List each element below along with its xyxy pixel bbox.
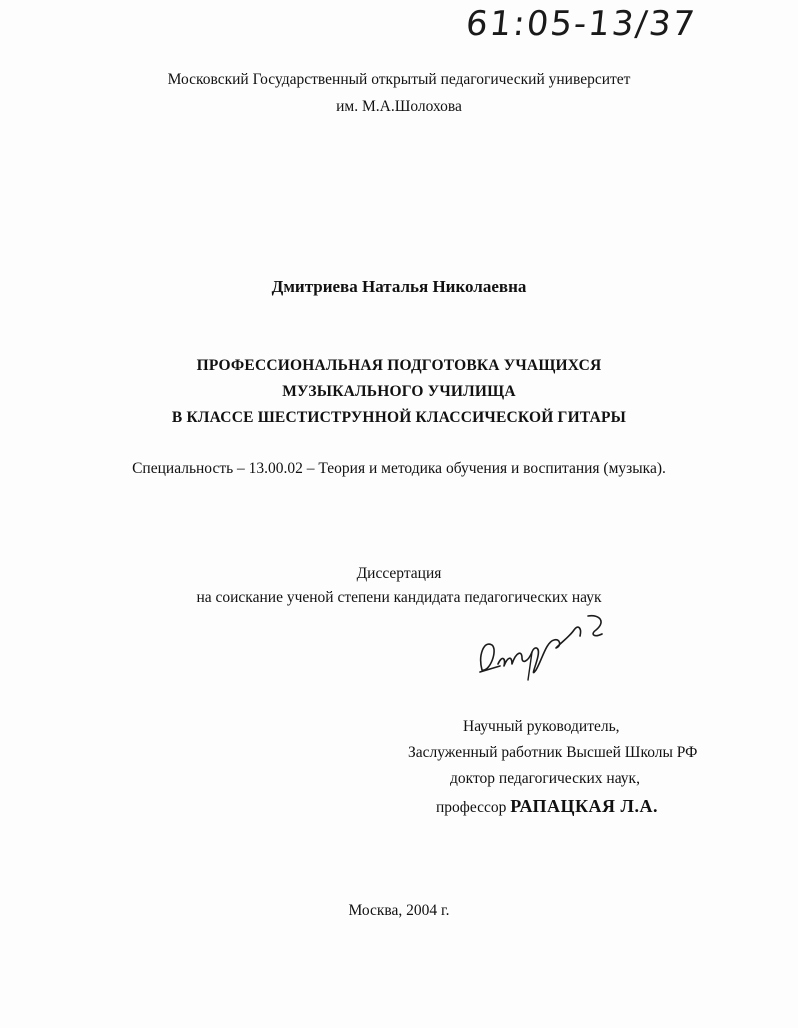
- supervisor-rank-name: [436, 796, 658, 817]
- supervisor-degree: доктор педагогических наук,: [450, 770, 640, 787]
- thesis-title-line-3: В КЛАССЕ ШЕСТИСТРУННОЙ КЛАССИЧЕСКОЙ ГИТАРЫ: [171, 409, 627, 426]
- institution-name: Московский Государственный открытый педагогический университет: [167, 71, 631, 88]
- institution-named-after: им. М.А.Шолохова: [336, 98, 462, 115]
- dissertation-degree: на соискание ученой степени кандидата педагогических наук: [196, 589, 602, 606]
- dissertation-label: Диссертация: [356, 565, 442, 582]
- supervisor-honor: Заслуженный работник Высшей Школы РФ: [408, 744, 698, 761]
- supervisor-name: РАПАЦКАЯ Л.А.: [510, 796, 658, 816]
- thesis-title-line-1: ПРОФЕССИОНАЛЬНАЯ ПОДГОТОВКА УЧАЩИХСЯ: [196, 357, 602, 374]
- author-name: Дмитриева Наталья Николаевна: [271, 277, 527, 296]
- specialty-code: Специальность – 13.00.02 – Теория и методика обучения и воспитания (музыка).: [132, 460, 666, 477]
- thesis-title-line-2: МУЗЫКАЛЬНОГО УЧИЛИЩА: [282, 383, 516, 400]
- city-year: Москва, 2004 г.: [348, 902, 450, 919]
- handwritten-signature: [470, 600, 620, 690]
- supervisor-rank: профессор: [436, 799, 507, 816]
- supervisor-role: Научный руководитель,: [463, 718, 620, 735]
- handwritten-shelfmark: 61:05-13/37: [463, 4, 699, 44]
